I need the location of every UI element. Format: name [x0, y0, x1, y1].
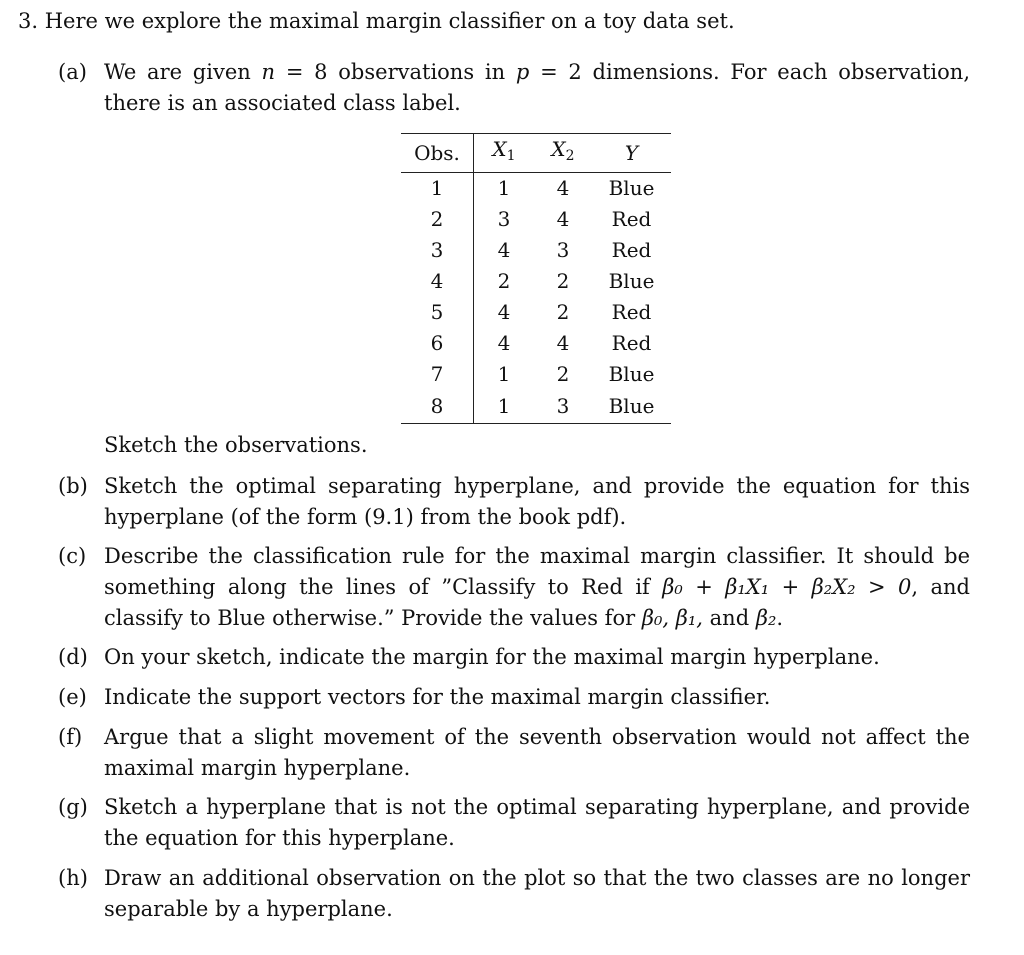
table-row: [401, 235, 671, 266]
cell-y: Red: [611, 207, 652, 231]
cell-obs: 6: [401, 328, 474, 359]
part-b-label: (b): [58, 474, 88, 498]
part-d-label: (d): [58, 645, 88, 669]
part-b: [58, 471, 970, 533]
cell-y: Red: [611, 238, 652, 262]
part-f-line-2: maximal margin hyperplane.: [104, 756, 411, 780]
part-h-label: (h): [58, 866, 88, 890]
part-e-label: (e): [58, 685, 87, 709]
question-title: Here we explore the maximal margin classifier on a toy data set.: [44, 9, 735, 33]
part-b-line-1: Sketch the optimal separating hyperplane, and provide the equation for this: [104, 474, 970, 498]
table-row: [401, 359, 671, 390]
cell-obs: 7: [401, 359, 474, 390]
part-e-line-1: Indicate the support vectors for the maximal margin classifier.: [104, 685, 771, 709]
cell-obs: 3: [401, 235, 474, 266]
part-e: [58, 682, 970, 713]
table-header-row: [401, 134, 671, 173]
cell-y: Blue: [592, 390, 671, 424]
part-g-line-2: the equation for this hyperplane.: [104, 826, 455, 850]
part-c-label: (c): [58, 544, 87, 568]
question-number: 3.: [18, 9, 39, 33]
observations-table: [401, 133, 671, 424]
cell-x1: 4: [497, 331, 511, 355]
cell-x2: 2: [556, 362, 570, 386]
cell-y: Blue: [608, 362, 655, 386]
part-h-line-1: Draw an additional observation on the plot so that the two classes are no longer: [104, 866, 970, 890]
part-f-line-1: Argue that a slight movement of the seventh observation would not affect the: [104, 725, 970, 749]
cell-x1: 1: [497, 362, 511, 386]
part-a-label: (a): [58, 60, 87, 84]
table-row: [401, 266, 671, 297]
part-c: [58, 541, 970, 634]
part-g: [58, 792, 970, 854]
header-x2: $X_2$: [534, 134, 592, 173]
part-h-line-2: separable by a hyperplane.: [104, 897, 393, 921]
part-d-line-1: On your sketch, indicate the margin for the maximal margin hyperplane.: [104, 645, 880, 669]
cell-x1: 3: [497, 207, 511, 231]
cell-y: Blue: [608, 269, 655, 293]
part-c-line-3: classify to Blue otherwise.” Provide the values for β₀, β₁, and β₂.: [104, 606, 784, 630]
part-f: [58, 722, 970, 784]
cell-x1: 2: [497, 269, 511, 293]
header-obs: Obs.: [401, 134, 474, 173]
header-x1: $X_1$: [474, 134, 535, 173]
cell-x2: 3: [556, 238, 570, 262]
cell-obs: 1: [401, 173, 474, 205]
table-row: [401, 328, 671, 359]
cell-obs: 8: [401, 390, 474, 424]
cell-y: Blue: [608, 176, 655, 200]
part-c-line-1: Describe the classification rule for the maximal margin classifier. It should be: [104, 544, 970, 568]
part-f-label: (f): [58, 725, 83, 749]
cell-x2: 3: [534, 390, 592, 424]
part-a-line-1: We are given n = 8 observations in p = 2 dimensions. For each observation,: [104, 60, 970, 84]
part-b-line-2: hyperplane (of the form (9.1) from the book pdf).: [104, 505, 627, 529]
header-y: Y: [592, 134, 671, 173]
cell-x2: 4: [556, 207, 570, 231]
cell-x1: 1: [474, 390, 535, 424]
cell-x2: 4: [556, 331, 570, 355]
table-row: [401, 204, 671, 235]
cell-obs: 4: [401, 266, 474, 297]
part-g-line-1: Sketch a hyperplane that is not the optimal separating hyperplane, and provide: [104, 795, 970, 819]
table-row: [401, 297, 671, 328]
cell-x1: 1: [497, 176, 511, 200]
table-row: [401, 173, 671, 205]
cell-x1: 4: [497, 238, 511, 262]
part-d: [58, 642, 970, 673]
cell-x1: 4: [497, 300, 511, 324]
cell-y: Red: [611, 331, 652, 355]
part-c-line-2: something along the lines of ”Classify to Red if β₀ + β₁X₁ + β₂X₂ > 0, and: [104, 575, 970, 599]
table-row: [401, 390, 671, 424]
part-a: [58, 57, 970, 119]
question-heading: [18, 6, 735, 37]
cell-y: Red: [611, 300, 652, 324]
cell-obs: 5: [401, 297, 474, 328]
part-a-line-2: there is an associated class label.: [104, 91, 461, 115]
sketch-instruction: Sketch the observations.: [104, 433, 368, 457]
cell-obs: 2: [401, 204, 474, 235]
part-h: [58, 863, 970, 925]
cell-x2: 2: [556, 269, 570, 293]
part-g-label: (g): [58, 795, 88, 819]
cell-x2: 2: [556, 300, 570, 324]
cell-x2: 4: [556, 176, 570, 200]
